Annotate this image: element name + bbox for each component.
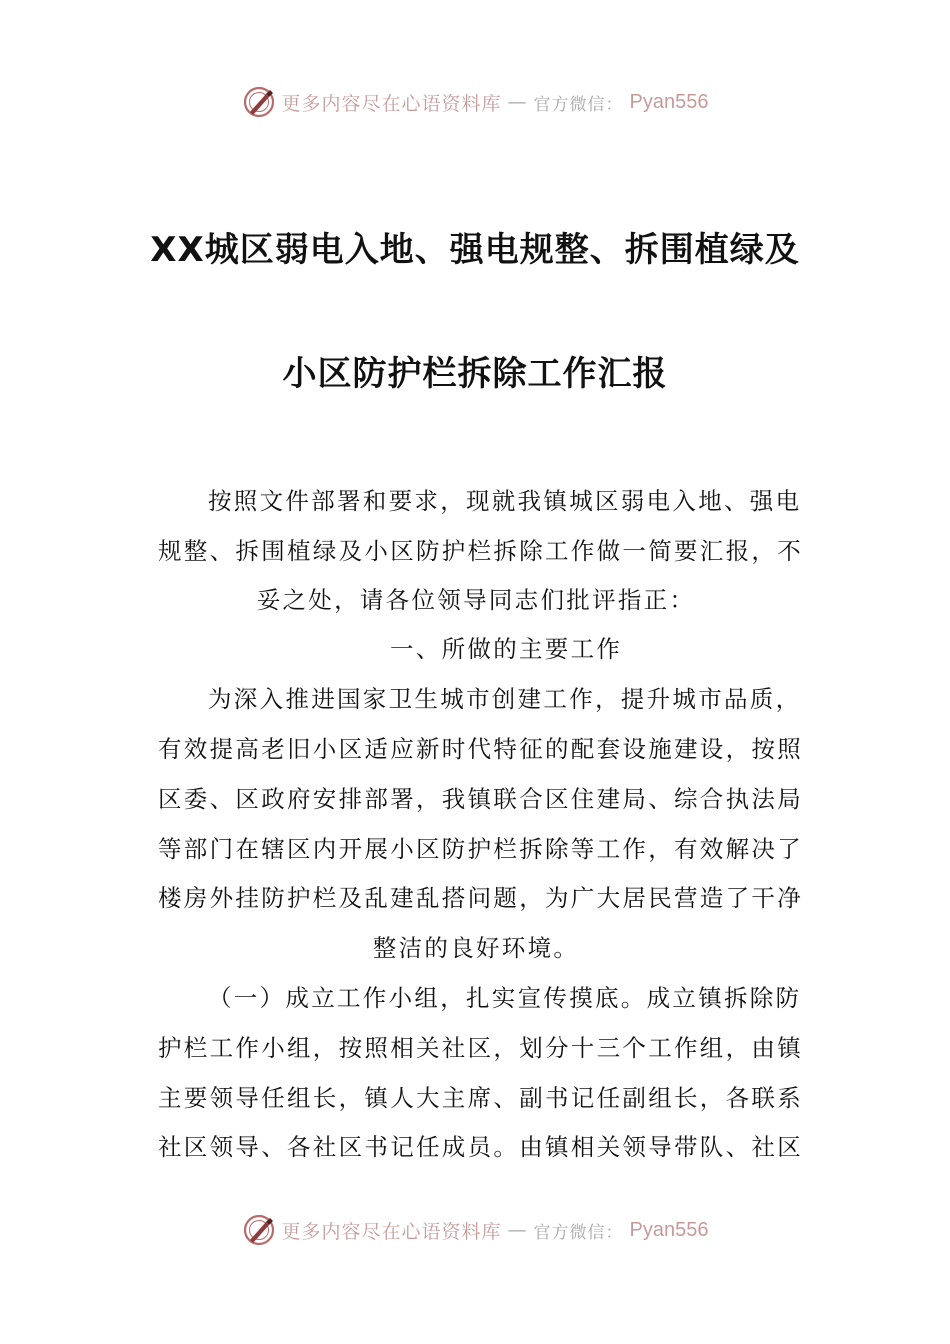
body-line: 主要领导任组长，镇人大主席、副书记任副组长，各联系 <box>158 1084 803 1112</box>
watermark-text: 更多内容尽在心语资料库 <box>281 1220 502 1243</box>
body-line: 妥之处，请各位领导同志们批评指正： <box>256 586 696 614</box>
watermark-header <box>0 82 950 122</box>
body-line: 为深入推进国家卫生城市创建工作，提升城市品质， <box>208 685 802 713</box>
body-line: 护栏工作小组，按照相关社区，划分十三个工作组，由镇 <box>158 1034 803 1062</box>
body-line: 楼房外挂防护栏及乱建乱搭问题，为广大居民营造了干净 <box>158 884 803 912</box>
document-title-line-1: XX城区弱电入地、强电规整、拆围植绿及 <box>150 230 800 270</box>
body-line: 规整、拆围植绿及小区防护栏拆除工作做一简要汇报，不 <box>158 537 803 565</box>
body-line: 整洁的良好环境。 <box>372 934 580 962</box>
watermark-footer <box>0 1210 950 1250</box>
watermark-wechat-label: 官方微信： <box>533 94 624 115</box>
document-title-line-2: 小区防护栏拆除工作汇报 <box>282 354 668 394</box>
pen-seal-icon <box>242 85 276 119</box>
body-line: 社区领导、各社区书记任成员。由镇相关领导带队、社区 <box>158 1133 803 1161</box>
watermark-separator: — <box>507 1219 528 1241</box>
pen-seal-icon <box>242 1213 276 1247</box>
body-line: 等部门在辖区内开展小区防护栏拆除等工作，有效解决了 <box>158 835 803 863</box>
body-line: 按照文件部署和要求，现就我镇城区弱电入地、强电 <box>208 487 802 515</box>
subsection-line: （一）成立工作小组，扎实宣传摸底。成立镇拆除防 <box>208 984 802 1012</box>
watermark-separator: — <box>507 91 528 113</box>
watermark-handle: Pyan556 <box>629 90 709 113</box>
body-line: 有效提高老旧小区适应新时代特征的配套设施建设，按照 <box>158 735 803 763</box>
section-heading: 一、所做的主要工作 <box>390 635 623 663</box>
body-line: 区委、区政府安排部署，我镇联合区住建局、综合执法局 <box>158 785 803 813</box>
watermark-handle: Pyan556 <box>629 1218 709 1241</box>
watermark-text: 更多内容尽在心语资料库 <box>281 92 502 115</box>
watermark-wechat-label: 官方微信： <box>533 1222 624 1243</box>
